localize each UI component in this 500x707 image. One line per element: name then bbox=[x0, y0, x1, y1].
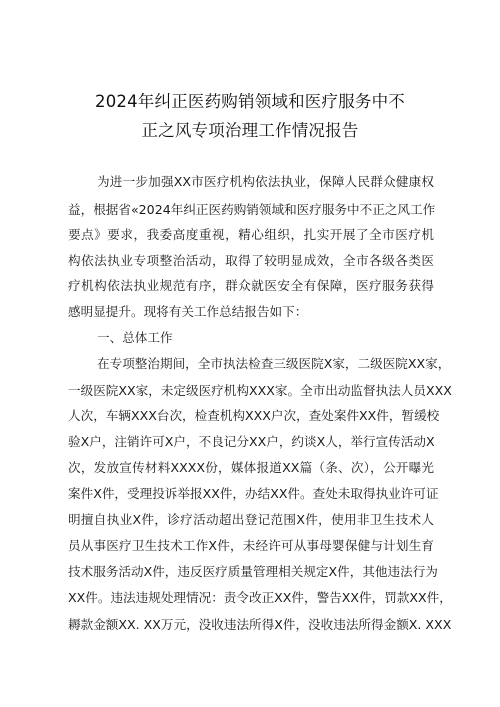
intro-paragraph-line: 疗机构依法执业规范有序，群众就医安全有保障，医疗服务获得 bbox=[68, 278, 434, 293]
intro-paragraph-line: 构依法执业专项整治活动，取得了较明显成效，全市各级各类医 bbox=[68, 253, 434, 268]
section-paragraph-line: 员从事医疗卫生技术工作X件，未经许可从事母婴保健与计划生育 bbox=[68, 538, 434, 553]
intro-paragraph-line: 益，根据省«2024年纠正医药购销领域和医疗服务中不正之风工作 bbox=[68, 202, 436, 217]
intro-paragraph-line: 感明显提升。现将有关工作总结报告如下： bbox=[68, 304, 308, 319]
section-paragraph-line: XX件。违法违规处理情况：责令改正XX件，警告XX件，罚款XX件， bbox=[68, 590, 452, 605]
section-paragraph-line: 验X户，注销许可X户，不良记分XX户，约谈X人，举行宣传活动X bbox=[68, 434, 435, 449]
document-title-line-2: 正之风专项治理工作情况报告 bbox=[141, 121, 359, 140]
section-paragraph-line: 人次，车辆XXX台次，检查机构XXX户次，查处案件XX件，暂缓校 bbox=[68, 408, 440, 423]
section-heading: 一、总体工作 bbox=[97, 330, 173, 345]
document-title-line-1: 2024年纠正医药购销领域和医疗服务中不 bbox=[95, 92, 405, 111]
section-paragraph-line: 在专项整治期间，全市执法检查三级医院X家，二级医院XX家， bbox=[97, 356, 451, 371]
intro-paragraph-line: 要点》要求，我委高度重视，精心组织，扎实开展了全市医疗机 bbox=[68, 227, 434, 242]
section-paragraph-line: 次，发放宣传材料XXXX份，媒体报道XX篇（条、次），公开曝光 bbox=[68, 460, 434, 475]
section-paragraph-line: 技术服务活动X件，违反医疗质量管理相关规定X件，其他违法行为 bbox=[68, 564, 438, 579]
section-paragraph-line: 一级医院XX家，未定级医疗机构XXX家。全市出动监督执法人员XXX bbox=[68, 383, 452, 398]
section-paragraph-line: 明擅自执业X件，诊疗活动超出登记范围X件，使用非卫生技术人 bbox=[68, 512, 434, 527]
section-paragraph-line: 案件X件，受理投诉举报XX件，办结XX件。查处未取得执业许可证 bbox=[68, 486, 439, 501]
intro-paragraph-line: 为进一步加强XX市医疗机构依法执业，保障人民群众健康权 bbox=[97, 174, 434, 189]
section-paragraph-line: 耨款金额XX. XX万元，没收违法所得X件，没收违法所得金额X. XXX bbox=[68, 617, 452, 632]
